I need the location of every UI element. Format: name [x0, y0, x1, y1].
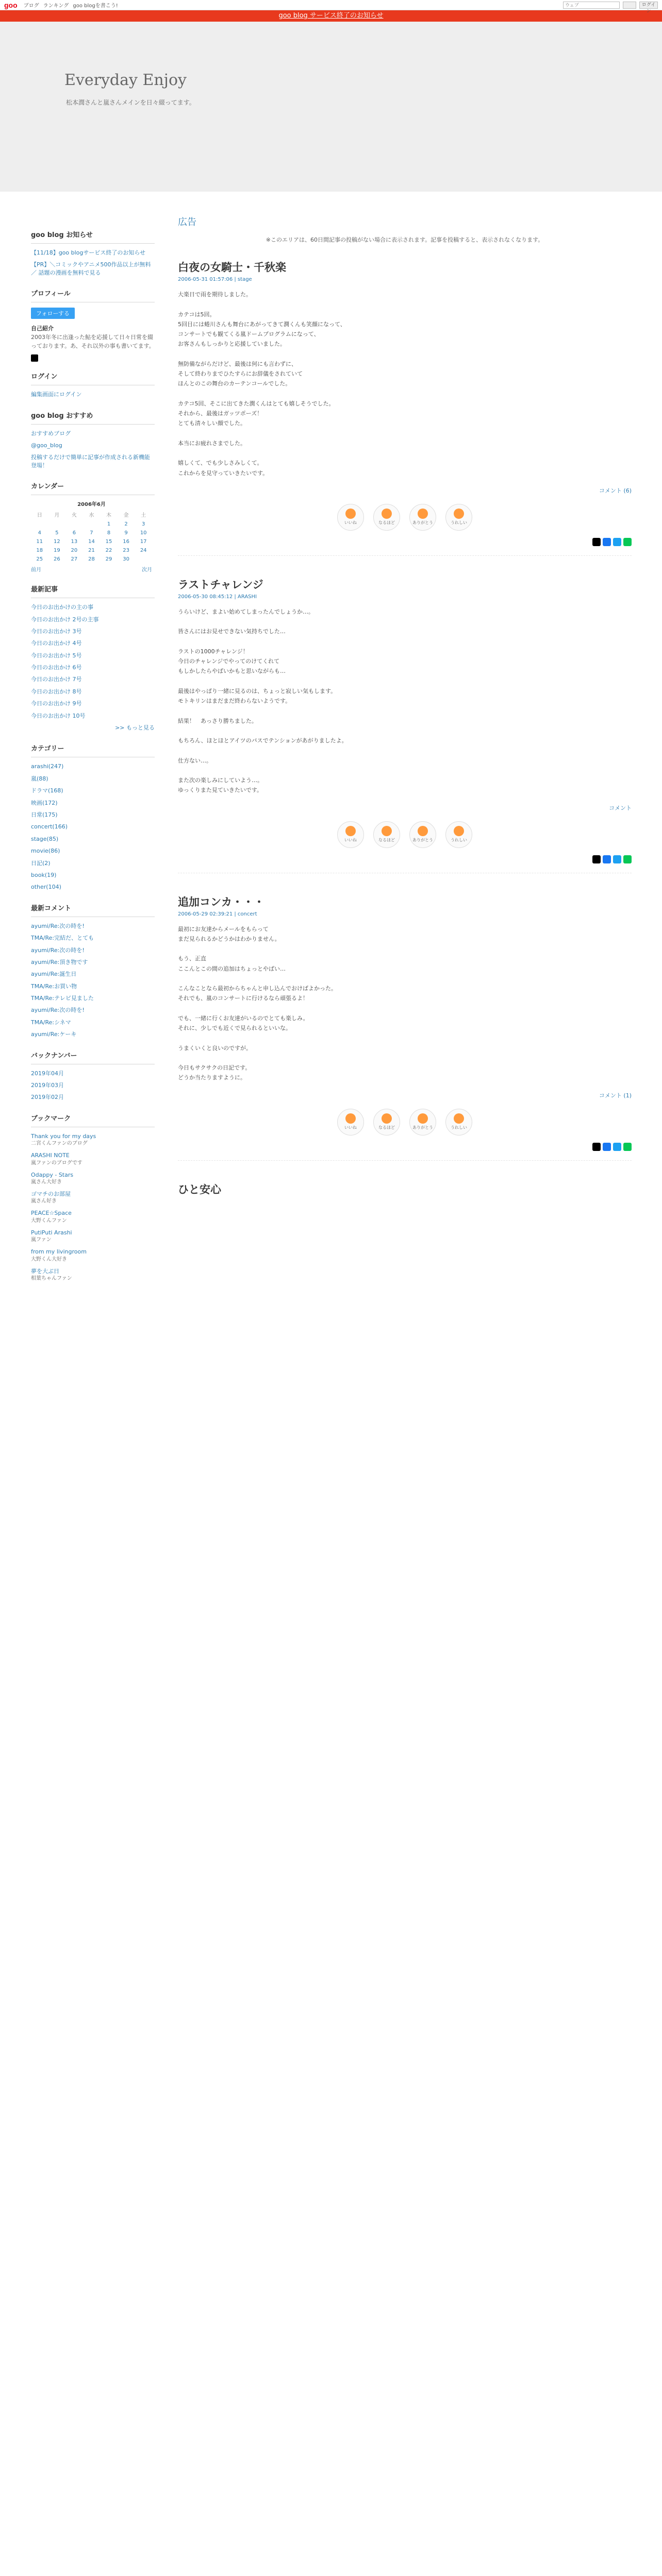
- reaction-button[interactable]: [337, 821, 364, 848]
- bookmark-item[interactable]: [31, 1149, 155, 1168]
- calendar-weekday: 土: [141, 513, 146, 519]
- post-body: うらいけど、まよい始めてしまったんでしょうか…。 皆さんにはお見せできない気持ちでした… ラストの1000チャレンジ！ 今日のチャレンジでやってのけてくれて もしかしたらやばいかもと思いながらも… 最後はやっぱり一緒に見るのは、ちょっと寂しい気もします。 モトキリンはまだまだ終わらないようです。 結果！ あっさり勝ちました。 もちろん、ほとほとアイツのパスでテンションがあがりましたよ。 仕方ない…。 また次の楽しみにしていよう…。 ゆっくりまた見ていきたいです。: [178, 608, 347, 794]
- notice-heading: goo blog お知らせ: [31, 231, 93, 239]
- reaction-label: なるほど: [378, 1125, 395, 1130]
- calendar-weekday: 金: [123, 513, 129, 519]
- goo-logo[interactable]: goo: [4, 1, 18, 9]
- category-link[interactable]: other(104): [31, 884, 61, 891]
- reaction-button[interactable]: [373, 504, 400, 531]
- bookmark-description: 二宮くんファンのブログ: [31, 1141, 88, 1147]
- calendar-day[interactable]: 12: [53, 539, 60, 545]
- calendar-day[interactable]: 28: [88, 556, 95, 563]
- twitter-share-icon[interactable]: [613, 538, 621, 546]
- reaction-icon: [454, 509, 464, 519]
- comment-link[interactable]: ayumi/Re:次の時を!: [31, 922, 85, 929]
- recommend-item[interactable]: @goo_blog: [31, 442, 62, 449]
- calendar-day[interactable]: 23: [123, 548, 129, 554]
- calendar-weekday: 木: [106, 513, 112, 519]
- recommend-heading: goo blog おすすめ: [31, 412, 93, 420]
- x-icon[interactable]: [31, 354, 38, 362]
- calendar-caption: 2006年6月: [77, 502, 106, 508]
- reaction-label: ありがとう: [412, 838, 433, 842]
- category-link[interactable]: ドラマ(168): [31, 787, 63, 794]
- calendar-day: [31, 520, 48, 529]
- bookmark-description: 嵐ファンのブログです: [31, 1160, 82, 1166]
- calendar-prev[interactable]: 前月: [31, 567, 41, 573]
- calendar-day[interactable]: 29: [105, 556, 112, 563]
- comment-link[interactable]: コメント: [609, 804, 632, 811]
- reaction-icon: [345, 509, 356, 519]
- calendar-day[interactable]: 19: [53, 548, 60, 554]
- recent-post-link[interactable]: 今日のお出かけ 4号: [31, 640, 82, 647]
- recent-post-link[interactable]: 今日のお出かけ 5号: [31, 652, 82, 659]
- service-end-announcement[interactable]: goo blog サービス終了のお知らせ: [0, 10, 662, 22]
- login-button[interactable]: ログイン: [639, 2, 658, 9]
- reaction-button[interactable]: [337, 504, 364, 531]
- line-share-icon[interactable]: [623, 1143, 632, 1151]
- recent-post-link[interactable]: 今日のお出かけ 3号: [31, 628, 82, 635]
- calendar-heading: カレンダー: [31, 483, 64, 491]
- blog-post: [178, 894, 632, 1161]
- main-content: [178, 215, 632, 1217]
- bookmark-title[interactable]: from my livingroom: [31, 1248, 87, 1256]
- bookmark-title[interactable]: Thank you for my days: [31, 1132, 96, 1140]
- x-share-icon[interactable]: [592, 855, 601, 863]
- calendar-day[interactable]: 9: [124, 530, 128, 536]
- calendar-day[interactable]: 30: [123, 556, 129, 563]
- share-buttons: [178, 1143, 632, 1151]
- reaction-icon: [382, 509, 392, 519]
- line-share-icon[interactable]: [623, 855, 632, 863]
- bookmark-description: 相葉ちゃんファン: [31, 1275, 72, 1281]
- calendar-weekday: 火: [71, 513, 77, 519]
- notice-item[interactable]: 【11/18】goo blogサービス終了のお知らせ: [31, 249, 146, 256]
- bookmark-title[interactable]: 夢を大ぶ日: [31, 1267, 59, 1275]
- reaction-label: ありがとう: [412, 520, 433, 526]
- category-link[interactable]: 日記(2): [31, 859, 51, 867]
- reaction-icon: [418, 509, 428, 519]
- x-share-icon[interactable]: [592, 1143, 601, 1151]
- bookmark-description: 嵐ファン: [31, 1237, 52, 1243]
- post-meta[interactable]: 2006-05-31 01:57:06 | stage: [178, 277, 252, 282]
- blog-header: [0, 22, 662, 192]
- calendar-weekday: 月: [54, 513, 60, 519]
- blog-title[interactable]: Everyday Enjoy: [64, 71, 187, 89]
- ad-title: 広告: [178, 217, 196, 228]
- reaction-button[interactable]: [409, 504, 436, 531]
- calendar-day[interactable]: 6: [72, 530, 76, 536]
- category-link[interactable]: arashi(247): [31, 763, 64, 770]
- category-link[interactable]: movie(86): [31, 848, 60, 855]
- post-separator: [178, 1160, 632, 1161]
- reaction-label: うれしい: [451, 520, 467, 526]
- comment-link[interactable]: コメント (1): [599, 1092, 632, 1099]
- backnumber-link[interactable]: 2019年03月: [31, 1082, 64, 1089]
- comment-link[interactable]: ayumi/Re:ケーキ: [31, 1031, 77, 1038]
- calendar-day[interactable]: 3: [142, 521, 145, 528]
- calendar-day[interactable]: 27: [71, 556, 78, 563]
- share-buttons: [178, 855, 632, 863]
- bookmark-title[interactable]: PEACE☆Space: [31, 1210, 72, 1217]
- calendar-day[interactable]: 11: [36, 539, 43, 545]
- calendar-weekday: 水: [89, 513, 94, 519]
- topnav-link[interactable]: ランキング: [43, 3, 69, 9]
- category-link[interactable]: 日常(175): [31, 811, 58, 818]
- recent-post-link[interactable]: 今日のお出かけ 9号: [31, 700, 82, 707]
- blog-post: [178, 259, 632, 556]
- bookmark-item[interactable]: [31, 1169, 155, 1188]
- category-link[interactable]: stage(85): [31, 835, 59, 842]
- line-share-icon[interactable]: [623, 538, 632, 546]
- reaction-label: なるほど: [378, 520, 395, 526]
- post-body: 最初にお友達からメールをもらって まだ見られるかどうかはわかりません。 もう、正直 ここんとこの間の追加はちょっとやばい… こんなことなら最初からちゃんと申し込んでおけばよかった。 それでも、嵐のコンサートに行けるなら頑張るよ！ でも、一緒に行くお友達がいるのでとても楽しみ。 それに、少しでも近くで見られるといいな。 うまくいくと良いのですが。 今日もサクサクの日記です。 どうか当たりますように。: [178, 925, 337, 1081]
- bookmark-description: 大野くんファン: [31, 1217, 67, 1224]
- comment-link[interactable]: ayumi/Re:誕生日: [31, 971, 77, 978]
- search-button[interactable]: [623, 2, 636, 9]
- calendar-weekday: 日: [37, 513, 42, 519]
- bookmark-title[interactable]: ARASHI NOTE: [31, 1152, 70, 1159]
- reaction-label: ありがとう: [412, 1125, 433, 1130]
- calendar-day[interactable]: 25: [36, 556, 43, 563]
- comment-link[interactable]: コメント (6): [599, 487, 632, 494]
- facebook-share-icon[interactable]: [603, 855, 611, 863]
- recommend-item[interactable]: おすすめブログ: [31, 430, 71, 437]
- comment-link[interactable]: TMA/Re:お買い物: [31, 982, 77, 990]
- bookmark-item[interactable]: [31, 1207, 155, 1226]
- reaction-label: なるほど: [378, 838, 395, 842]
- topnav-link[interactable]: ブログ: [23, 3, 39, 9]
- reaction-label: いいね: [344, 838, 357, 842]
- calendar-day[interactable]: 26: [53, 556, 60, 563]
- calendar-day: [83, 520, 101, 529]
- post-meta[interactable]: 2006-05-30 08:45:12 | ARASHI: [178, 594, 257, 600]
- reaction-button[interactable]: [373, 1109, 400, 1136]
- backnumber-link[interactable]: 2019年04月: [31, 1070, 64, 1077]
- sidebar: [31, 220, 155, 1284]
- reaction-icon: [345, 826, 356, 836]
- reaction-icon: [345, 1113, 356, 1124]
- reaction-icon: [382, 1113, 392, 1124]
- follow-button[interactable]: フォローする: [31, 308, 75, 319]
- reaction-label: いいね: [344, 1125, 357, 1130]
- calendar-day[interactable]: 21: [88, 548, 95, 554]
- search-input[interactable]: ウェブ: [563, 2, 620, 9]
- post-meta[interactable]: 2006-05-29 02:39:21 | concert: [178, 911, 257, 917]
- comment-link[interactable]: ayumi/Re:次の時を!: [31, 1007, 85, 1014]
- profile-heading: プロフィール: [31, 290, 71, 298]
- calendar-day: [65, 520, 83, 529]
- recent-post-link[interactable]: 今日のお出かけ 8号: [31, 688, 82, 695]
- reaction-button[interactable]: [337, 1109, 364, 1136]
- recent-more-link[interactable]: >> もっと見る: [115, 724, 155, 732]
- bookmark-description: 嵐さん好き: [31, 1198, 57, 1205]
- post-body: 大楽日で雨を期待しました。 カテコは5回。 5回目には蜷川さんも舞台にあがってきて潤くんも笑顔になって、 コンサートでも観てくる嵐ドームプログラムになって、 お客さんもしっかりと応援していました。 無防備ながらだけど、最後は何にも言わずに、 そして終わりまでひたすらにお辞儀をされていて ほんとのこの舞台のカーテンコールでした。 カテコ5回、そこに出てきた潤くんはとても嬉しそうでした。 それから、最後はガッツポーズ！ とても清々しい顔でした。 本当にお疲れさまでした。 嬉しくて、でも少しさみしくて。 これからを見守っていきたいです。: [178, 291, 346, 477]
- reaction-icon: [454, 1113, 464, 1124]
- comment-link[interactable]: ayumi/Re:頂き物です: [31, 958, 88, 965]
- comment-link[interactable]: TMA/Re:完結だ、とても: [31, 935, 94, 942]
- calendar: [31, 498, 152, 574]
- calendar-day[interactable]: 18: [36, 548, 43, 554]
- category-link[interactable]: concert(166): [31, 823, 68, 831]
- comments-heading: 最新コメント: [31, 904, 72, 912]
- notice-item[interactable]: 【PR】＼コミックやアニメ500作品以上が無料／ 話題の漫画を無料で見る: [31, 261, 151, 276]
- bookmark-item[interactable]: [31, 1227, 155, 1246]
- facebook-share-icon[interactable]: [603, 538, 611, 546]
- post-title[interactable]: 追加コンカ・・・: [178, 895, 264, 908]
- reaction-icon: [418, 1113, 428, 1124]
- login-link[interactable]: 編集画面にログイン: [31, 391, 82, 398]
- reaction-buttons: [178, 504, 632, 531]
- backnumber-link[interactable]: 2019年02月: [31, 1094, 64, 1101]
- top-navigation-bar: [0, 0, 662, 14]
- profile-text: 2003年冬に出逢った鮎を応援して日々日常を綴っております。あ、それ以外の事も書いてます。: [31, 334, 155, 349]
- post-title[interactable]: ラストチャレンジ: [178, 578, 263, 591]
- recent-post-link[interactable]: 今日のお出かけの主の事: [31, 604, 93, 611]
- topnav-link[interactable]: goo blogを書こう!: [73, 3, 118, 9]
- calendar-next[interactable]: 次月: [142, 567, 152, 573]
- profile-name: 自己紹介: [31, 325, 54, 332]
- share-buttons: [178, 538, 632, 546]
- calendar-day[interactable]: 17: [140, 539, 147, 545]
- recent-post-link[interactable]: 今日のお出かけ 6号: [31, 664, 82, 671]
- reaction-label: うれしい: [451, 838, 467, 842]
- calendar-day[interactable]: 15: [105, 539, 112, 545]
- category-link[interactable]: 映画(172): [31, 799, 58, 806]
- reaction-label: いいね: [344, 520, 357, 526]
- post-separator: [178, 555, 632, 556]
- twitter-share-icon[interactable]: [613, 1143, 621, 1151]
- reaction-button[interactable]: [373, 821, 400, 848]
- facebook-share-icon[interactable]: [603, 1143, 611, 1151]
- blog-description: 松本潤さんと嵐さんメインを日々綴ってます。: [66, 99, 195, 106]
- reaction-button[interactable]: [409, 1109, 436, 1136]
- recent-post-link[interactable]: 今日のお出かけ 7号: [31, 676, 82, 683]
- reaction-button[interactable]: [445, 821, 472, 848]
- category-link[interactable]: book(19): [31, 871, 57, 878]
- bookmark-item[interactable]: [31, 1246, 155, 1265]
- calendar-day: [135, 555, 152, 564]
- bookmark-heading: ブックマーク: [31, 1114, 71, 1123]
- x-share-icon[interactable]: [592, 538, 601, 546]
- comment-link[interactable]: ayumi/Re:次の時を!: [31, 946, 85, 954]
- reaction-button[interactable]: [445, 1109, 472, 1136]
- reaction-button[interactable]: [409, 821, 436, 848]
- comment-link[interactable]: TMA/Re:シネマ: [31, 1019, 71, 1026]
- calendar-day[interactable]: 10: [140, 530, 147, 536]
- bookmark-title[interactable]: ゴマチのお部屋: [31, 1190, 71, 1197]
- comment-link[interactable]: TMA/Re:テレビ見ました: [31, 995, 94, 1002]
- reaction-button[interactable]: [445, 504, 472, 531]
- backnumber-heading: バックナンバー: [31, 1052, 77, 1060]
- calendar-day[interactable]: 16: [123, 539, 129, 545]
- recent-post-link[interactable]: 今日のお出かけ 2号の主事: [31, 616, 99, 623]
- bookmark-description: 大野くん大好き: [31, 1256, 67, 1262]
- calendar-day[interactable]: 5: [55, 530, 59, 536]
- bookmark-title[interactable]: Odappy - Stars: [31, 1171, 74, 1178]
- calendar-day: [48, 520, 66, 529]
- calendar-day[interactable]: 13: [71, 539, 78, 545]
- calendar-day[interactable]: 24: [140, 548, 147, 554]
- recent-heading: 最新記事: [31, 586, 58, 594]
- recent-post-link[interactable]: 今日のお出かけ 10号: [31, 712, 86, 719]
- category-link[interactable]: 嵐(88): [31, 775, 48, 782]
- calendar-day[interactable]: 8: [107, 530, 111, 536]
- bookmark-title[interactable]: PutiPuti Arashi: [31, 1229, 72, 1236]
- bookmark-item[interactable]: [31, 1265, 155, 1284]
- twitter-share-icon[interactable]: [613, 855, 621, 863]
- calendar-day[interactable]: 1: [107, 521, 111, 528]
- calendar-day[interactable]: 7: [90, 530, 93, 536]
- bookmark-item[interactable]: [31, 1130, 155, 1149]
- login-heading: ログイン: [31, 373, 58, 381]
- reaction-buttons: [178, 821, 632, 848]
- post-title[interactable]: ひと安心: [178, 1183, 221, 1196]
- reaction-icon: [382, 826, 392, 836]
- calendar-day[interactable]: 20: [71, 548, 78, 554]
- reaction-icon: [454, 826, 464, 836]
- posting-notice: ※このエリアは、60日間記事の投稿がない場合に表示されます。記事を投稿すると、表示されなくなります。: [266, 236, 544, 243]
- reaction-label: うれしい: [451, 1125, 467, 1130]
- calendar-day[interactable]: 4: [38, 530, 41, 536]
- reaction-buttons: [178, 1109, 632, 1136]
- reaction-icon: [418, 826, 428, 836]
- category-heading: カテゴリー: [31, 745, 64, 753]
- post-title[interactable]: 白夜の女騎士・千秋楽: [178, 261, 286, 274]
- recommend-item[interactable]: 投稿するだけで簡単に記事が作成される新機能登場！: [31, 454, 150, 469]
- blog-post: [178, 577, 632, 873]
- calendar-day[interactable]: 2: [124, 521, 128, 528]
- bookmark-item[interactable]: [31, 1188, 155, 1207]
- calendar-day[interactable]: 22: [105, 548, 112, 554]
- calendar-day[interactable]: 14: [88, 539, 95, 545]
- bookmark-description: 嵐さん大好き: [31, 1179, 62, 1185]
